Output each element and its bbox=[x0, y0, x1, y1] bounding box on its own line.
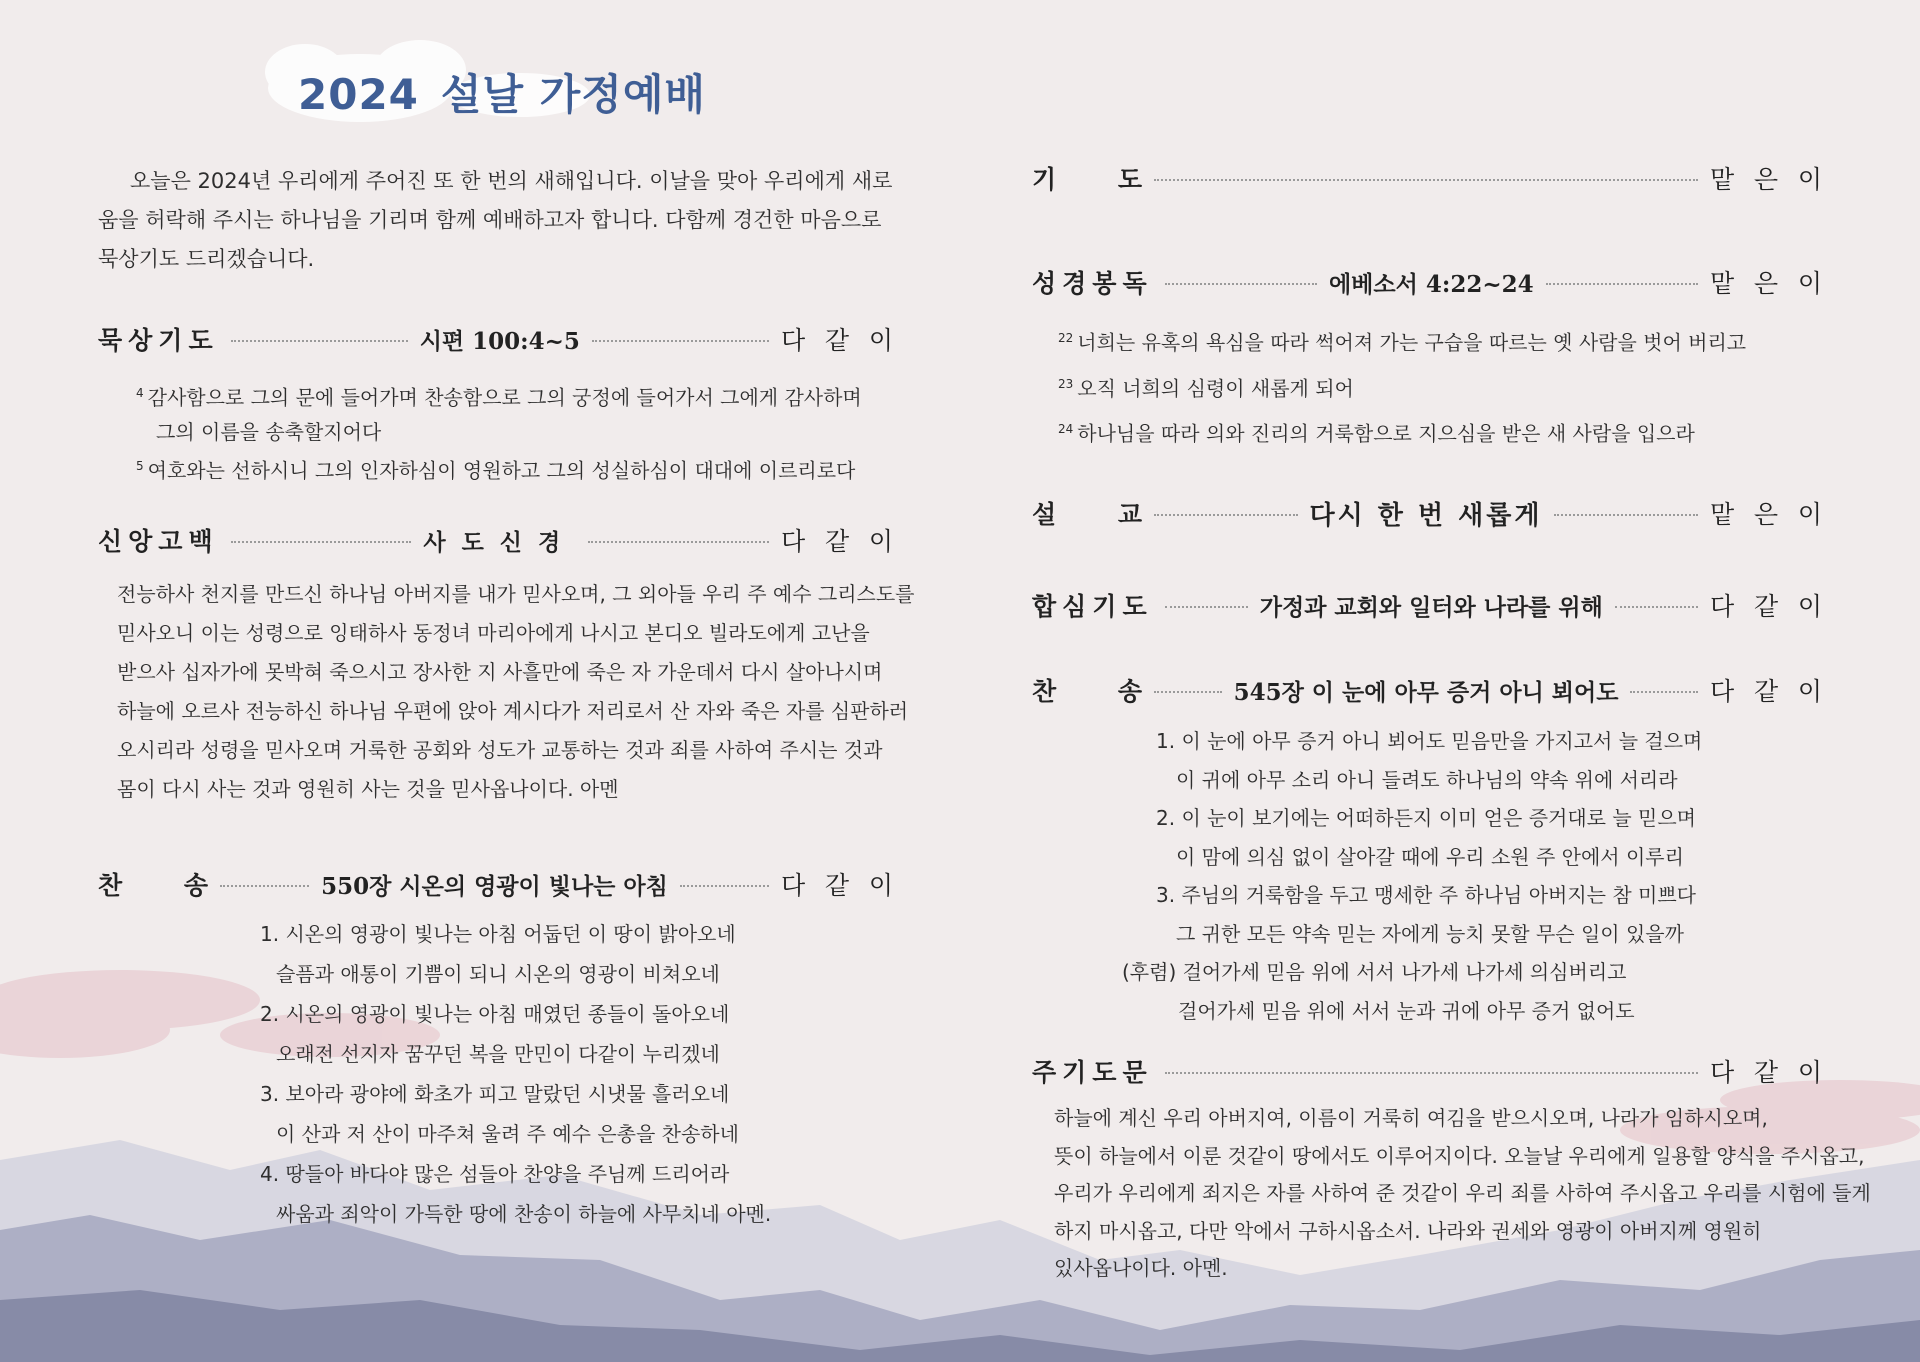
lyric-line: 그 귀한 모든 약속 믿는 자에게 능치 못할 무슨 일이 있을까 bbox=[1176, 921, 1684, 946]
leader-dots bbox=[1554, 514, 1698, 516]
hymn-550-lyrics bbox=[260, 914, 771, 1234]
intro-paragraph bbox=[98, 162, 893, 279]
lyric-line: 1. 시온의 영광이 빛나는 아침 어둡던 이 땅이 밝아오네 bbox=[260, 922, 736, 946]
prayer-label: 기 도 bbox=[1032, 165, 1142, 194]
unison-prayer-label: 합심기도 bbox=[1032, 592, 1153, 621]
lyric-line: (후렴) 걸어가세 믿음 위에 서서 나가세 나가세 의심버리고 bbox=[1122, 960, 1627, 984]
leader-dots bbox=[1154, 691, 1222, 693]
sermon-leader: 맡 은 이 bbox=[1710, 500, 1822, 529]
lyric-line: 3. 보아라 광야에 화초가 피고 말랐던 시냇물 흘러오네 bbox=[260, 1082, 730, 1106]
apostles-creed-text bbox=[117, 575, 915, 809]
lords-prayer-header bbox=[1032, 1051, 1822, 1091]
title-text: 설날 가정예배 bbox=[440, 70, 706, 119]
creed-title: 사도신경 bbox=[423, 528, 577, 556]
hymn-550-title: 550장 시온의 영광이 빛나는 아침 bbox=[321, 872, 668, 900]
creed-line: 하늘에 오르사 전능하신 하나님 우편에 앉아 계시다가 저리로서 산 자와 죽은 자를 심판하러 bbox=[117, 699, 909, 723]
leader-dots bbox=[1165, 1072, 1698, 1074]
creed-line: 전능하사 천지를 만드신 하나님 아버지를 내가 믿사오며, 그 외아들 우리 주 예수 그리스도를 bbox=[117, 582, 915, 606]
verse-line: $^4$ 감사함으로 그의 문에 들어가며 찬송함으로 그의 궁정에 들어가서 그에게 감사하며 bbox=[136, 385, 862, 410]
lyric-line: 3. 주님의 거룩함을 두고 맹세한 주 하나님 아버지는 참 미쁘다 bbox=[1156, 883, 1696, 907]
lords-prayer-label: 주기도문 bbox=[1032, 1058, 1153, 1087]
meditation-header bbox=[98, 319, 893, 359]
meditation-label: 묵상기도 bbox=[98, 326, 219, 355]
creed-label: 신앙고백 bbox=[98, 527, 219, 556]
hymn-label: 찬 송 bbox=[1032, 677, 1142, 706]
verse-line: $^{22}$ 너희는 유혹의 욕심을 따라 썩어져 가는 구습을 따르는 옛 사람을 벗어 버리고 bbox=[1058, 330, 1747, 355]
verse-line: 그의 이름을 송축할지어다 bbox=[156, 419, 382, 444]
lyric-line: 1. 이 눈에 아무 증거 아니 뵈어도 믿음만을 가지고서 늘 걸으며 bbox=[1156, 729, 1703, 753]
prayer-line: 하지 마시옵고, 다만 악에서 구하시옵소서. 나라와 권세와 영광이 아버지께 영원히 bbox=[1054, 1218, 1762, 1243]
lyric-line: 걸어가세 믿음 위에 서서 눈과 귀에 아무 증거 없어도 bbox=[1178, 998, 1635, 1023]
page-title bbox=[298, 62, 706, 122]
meditation-passage: 시편 100:4~5 bbox=[419, 327, 580, 355]
unison-prayer-leader: 다 같 이 bbox=[1710, 592, 1823, 621]
lords-prayer-text bbox=[1054, 1100, 1871, 1288]
reading-leader: 맡 은 이 bbox=[1710, 269, 1822, 298]
leader-dots bbox=[1154, 179, 1698, 181]
leader-dots bbox=[592, 340, 769, 342]
leader-dots bbox=[1165, 606, 1248, 608]
meditation-leader: 다 같 이 bbox=[781, 326, 893, 355]
hymn-545-leader: 다 같 이 bbox=[1710, 677, 1823, 706]
lyric-line: 2. 시온의 영광이 빛나는 아침 매였던 종들이 돌아오네 bbox=[260, 1002, 730, 1026]
creed-line: 몸이 다시 사는 것과 영원히 사는 것을 믿사옵나이다. 아멘 bbox=[117, 777, 619, 801]
lyric-line: 오래전 선지자 꿈꾸던 복을 만민이 다같이 누리겠네 bbox=[276, 1042, 720, 1066]
leader-dots bbox=[588, 541, 769, 543]
prayer-line: 뜻이 하늘에서 이룬 것같이 땅에서도 이루어지이다. 오늘날 우리에게 일용할 양식을 주시옵고, bbox=[1054, 1143, 1865, 1168]
creed-line: 믿사오니 이는 성령으로 잉태하사 동정녀 마리아에게 나시고 본디오 빌라도에게 고난을 bbox=[117, 621, 870, 645]
lyric-line: 싸움과 죄악이 가득한 땅에 찬송이 하늘에 사무치네 아멘. bbox=[276, 1202, 772, 1226]
intro-line: 묵상기도 드리겠습니다. bbox=[98, 247, 315, 271]
intro-line: 움을 허락해 주시는 하나님을 기리며 함께 예배하고자 합니다. 다함께 경건한 마음으로 bbox=[98, 208, 882, 232]
title-year: 2024 bbox=[298, 70, 419, 119]
sermon-header bbox=[1032, 493, 1822, 533]
creed-header bbox=[98, 520, 893, 560]
leader-dots bbox=[1630, 691, 1698, 693]
intro-line: 오늘은 2024년 우리에게 주어진 또 한 번의 새해입니다. 이날을 맞아 우리에게 새로 bbox=[130, 169, 893, 193]
prayer-line: 하늘에 계신 우리 아버지여, 이름이 거룩히 여김을 받으시오며, 나라가 임하시오며, bbox=[1054, 1106, 1768, 1130]
lyric-line: 4. 땅들아 바다야 많은 섬들아 찬양을 주님께 드리어라 bbox=[260, 1162, 730, 1186]
hymn-550-leader: 다 같 이 bbox=[781, 871, 893, 900]
reading-header bbox=[1032, 262, 1822, 302]
leader-dots bbox=[680, 885, 769, 887]
sermon-label: 설 교 bbox=[1032, 500, 1142, 529]
leader-dots bbox=[1546, 283, 1698, 285]
hymn-label: 찬 송 bbox=[98, 871, 208, 900]
reading-passage: 에베소서 4:22~24 bbox=[1328, 270, 1534, 298]
leader-dots bbox=[220, 885, 309, 887]
leader-dots bbox=[1154, 514, 1298, 516]
prayer-line: 있사옵나이다. 아멘. bbox=[1054, 1256, 1228, 1280]
lyric-line: 슬픔과 애통이 기쁨이 되니 시온의 영광이 비쳐오네 bbox=[276, 962, 720, 986]
prayer-line: 우리가 우리에게 죄지은 자를 사하여 준 것같이 우리 죄를 사하여 주시옵고 우리를 시험에 들게 bbox=[1054, 1181, 1871, 1205]
creed-leader: 다 같 이 bbox=[781, 527, 894, 556]
lyric-line: 이 산과 저 산이 마주쳐 울려 주 예수 은총을 찬송하네 bbox=[276, 1122, 739, 1146]
hymn-550-header bbox=[98, 864, 893, 904]
reading-label: 성경봉독 bbox=[1032, 269, 1153, 298]
verse-line: $^{23}$ 오직 너희의 심령이 새롭게 되어 bbox=[1058, 376, 1354, 401]
meditation-verses bbox=[136, 376, 862, 487]
hymn-545-lyrics bbox=[1122, 722, 1702, 1030]
creed-line: 받으사 십자가에 못박혀 죽으시고 장사한 지 사흘만에 죽은 자 가운데서 다시 살아나시며 bbox=[117, 660, 883, 684]
reading-verses bbox=[1058, 318, 1746, 455]
leader-dots bbox=[231, 340, 408, 342]
sermon-title: 다시 한 번 새롭게 bbox=[1309, 500, 1543, 531]
hymn-545-header bbox=[1032, 670, 1822, 710]
lyric-line: 이 귀에 아무 소리 아니 들려도 하나님의 약속 위에 서리라 bbox=[1176, 767, 1678, 792]
lyric-line: 2. 이 눈이 보기에는 어떠하든지 이미 얻은 증거대로 늘 믿으며 bbox=[1156, 806, 1696, 830]
leader-dots bbox=[1165, 283, 1317, 285]
leader-dots bbox=[231, 541, 412, 543]
lyric-line: 이 맘에 의심 없이 살아갈 때에 우리 소원 주 안에서 이루리 bbox=[1176, 844, 1684, 869]
unison-prayer-header bbox=[1032, 585, 1822, 625]
leader-dots bbox=[1615, 606, 1698, 608]
unison-prayer-topic: 가정과 교회와 일터와 나라를 위해 bbox=[1259, 593, 1603, 621]
hymn-545-title: 545장 이 눈에 아무 증거 아니 뵈어도 bbox=[1233, 678, 1619, 706]
verse-line: $^{24}$ 하나님을 따라 의와 진리의 거룩함으로 지으심을 받은 새 사람을 입으라 bbox=[1058, 421, 1695, 446]
lords-prayer-leader: 다 같 이 bbox=[1710, 1058, 1822, 1087]
creed-line: 오시리라 성령을 믿사오며 거룩한 공회와 성도가 교통하는 것과 죄를 사하여 주시는 것과 bbox=[117, 738, 883, 762]
prayer-header bbox=[1032, 158, 1822, 198]
prayer-leader: 맡 은 이 bbox=[1710, 165, 1822, 194]
verse-line: $^5$ 여호와는 선하시니 그의 인자하심이 영원하고 그의 성실하심이 대대에 이르리로다 bbox=[136, 458, 856, 483]
